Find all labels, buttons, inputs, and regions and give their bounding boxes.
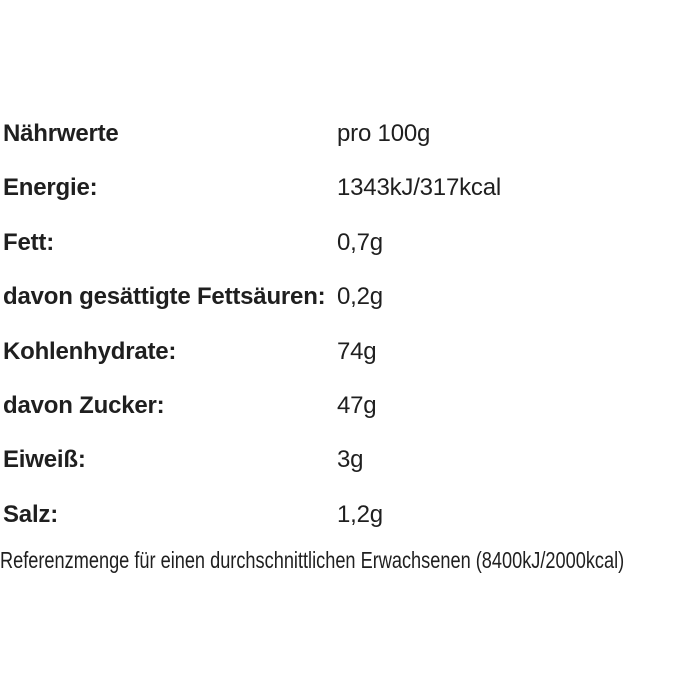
table-row bbox=[3, 446, 700, 500]
row-value-zucker: 47g bbox=[337, 391, 377, 419]
row-label-fett: Fett: bbox=[3, 228, 54, 256]
nutrition-table bbox=[3, 120, 700, 555]
table-header-label: Nährwerte bbox=[3, 120, 119, 147]
table-row bbox=[3, 174, 700, 228]
table-header-row bbox=[3, 120, 700, 174]
reference-amount-footnote: Referenzmenge für einen durchschnittlichen Erwachsenen (8400kJ/2000kcal) bbox=[0, 547, 625, 573]
row-value-fett: 0,7g bbox=[337, 228, 383, 256]
row-label-zucker: davon Zucker: bbox=[3, 391, 165, 419]
table-header-value: pro 100g bbox=[337, 120, 431, 147]
row-value-eiweiss: 3g bbox=[337, 446, 364, 474]
row-label-kohlenhydrate: Kohlenhydrate: bbox=[3, 337, 177, 365]
table-row bbox=[3, 338, 700, 392]
row-value-energie: 1343kJ/317kcal bbox=[337, 174, 501, 202]
row-value-gesaettigte-fettsaeuren: 0,2g bbox=[337, 283, 383, 311]
row-label-energie: Energie: bbox=[3, 174, 98, 202]
table-row bbox=[3, 283, 700, 337]
row-label-salz: Salz: bbox=[3, 500, 59, 528]
row-label-gesaettigte-fettsaeuren: davon gesättigte Fettsäuren: bbox=[3, 283, 326, 311]
row-value-kohlenhydrate: 74g bbox=[337, 337, 377, 365]
row-label-eiweiss: Eiweiß: bbox=[3, 446, 86, 474]
table-row bbox=[3, 392, 700, 446]
table-row bbox=[3, 229, 700, 283]
row-value-salz: 1,2g bbox=[337, 500, 383, 528]
